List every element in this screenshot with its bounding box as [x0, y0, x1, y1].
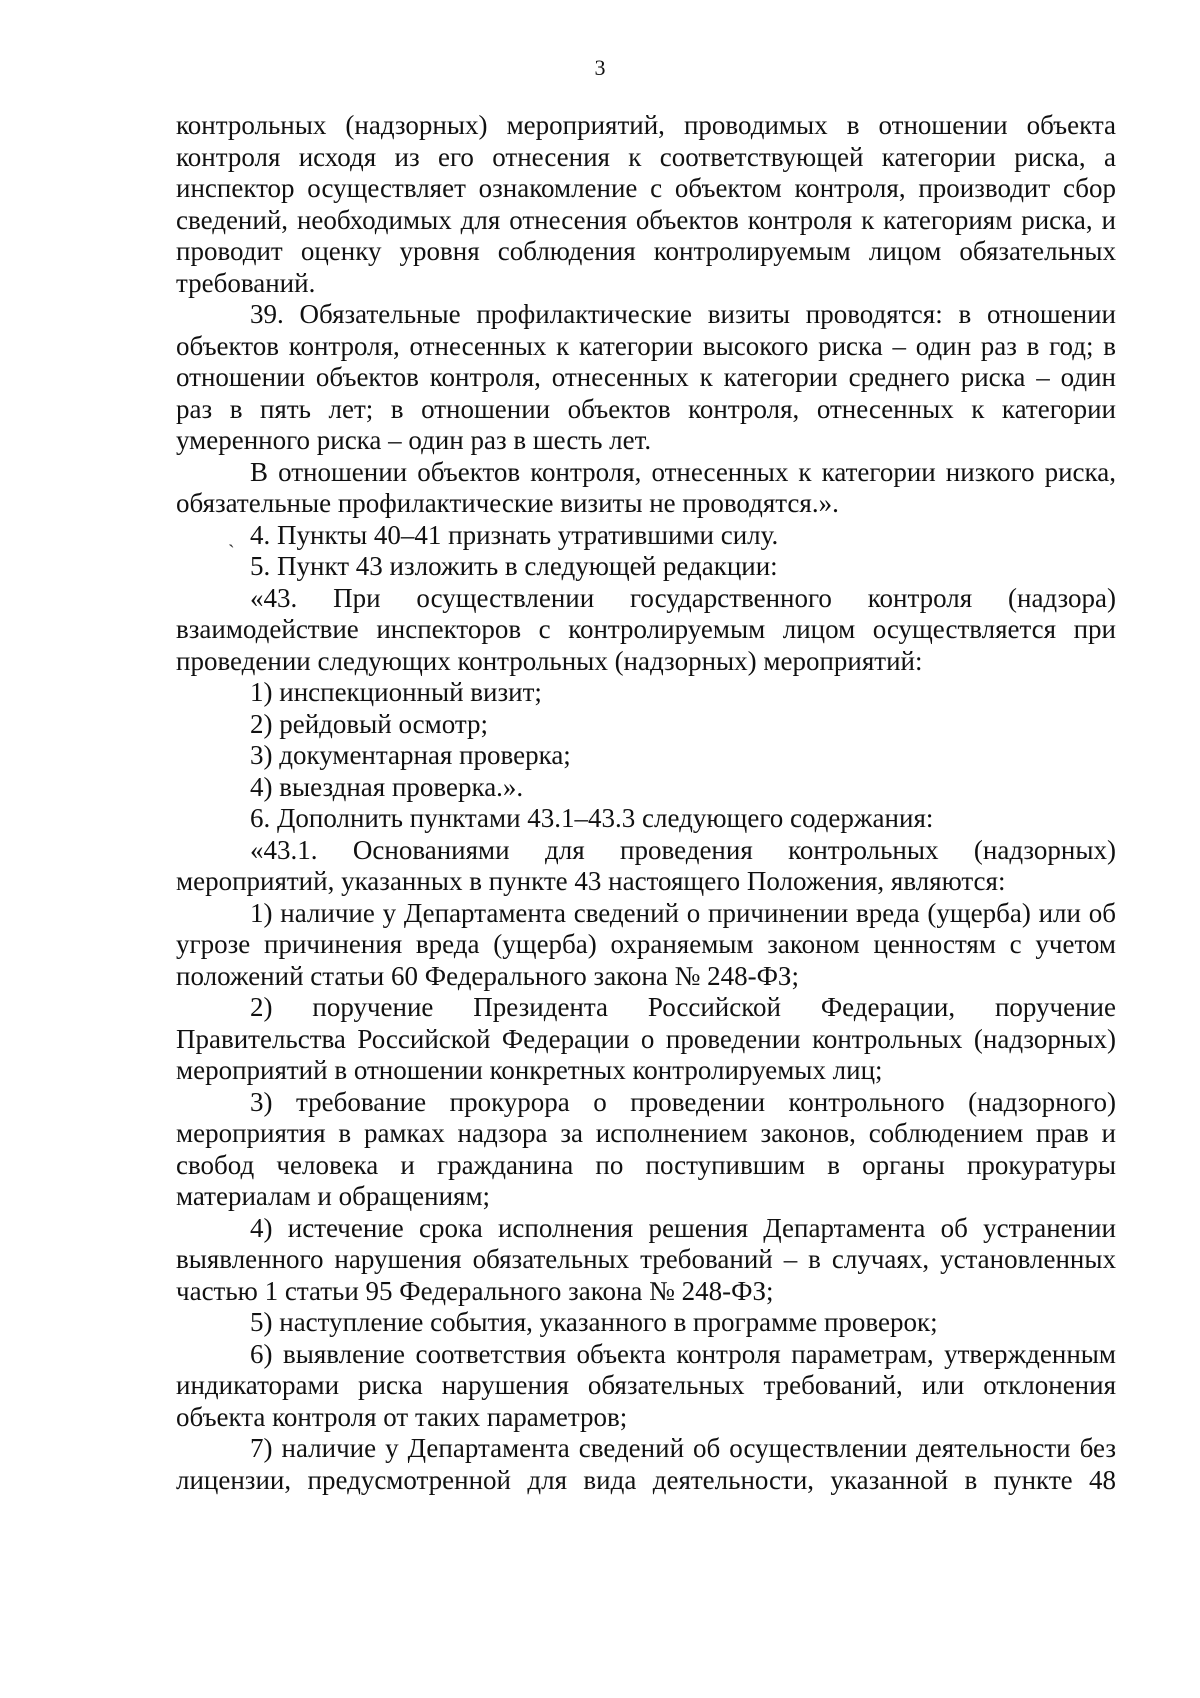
paragraph-item-43: «43. При осуществлении государственного контроля (надзора) взаимодействие инспекторов с контролируемым лицом осуществляется при проведении следующих контрольных (надзорных) мероприятий: — [176, 582, 1116, 676]
paragraph-amendment-4 — [176, 520, 1116, 552]
list-item-ground-4: 4) истечение срока исполнения решения Департамента об устранении выявленного нарушения обязательных требований – в случаях, установленных частью 1 статьи 95 Федерального закона № 248-ФЗ; — [176, 1212, 1116, 1306]
list-item-documentary-check: 3) документарная проверка; — [250, 740, 571, 770]
paragraph-low-risk: В отношении объектов контроля, отнесенных к категории низкого риска, обязательные профилактические визиты не проводятся.». — [176, 456, 1116, 518]
page-number: 3 — [594, 55, 606, 80]
list-item-ground-5: 5) наступление события, указанного в программе проверок; — [250, 1307, 938, 1337]
document-body — [176, 110, 1116, 1496]
paragraph-amendment-4-text: 4. Пункты 40–41 признать утратившими силу. — [250, 519, 779, 550]
list-item-inspection-visit: 1) инспекционный визит; — [250, 677, 542, 707]
list-item-ground-1: 1) наличие у Департамента сведений о причинении вреда (ущерба) или об угрозе причинения вреда (ущерба) охраняемым законом ценностям с учетом положений статьи 60 Федерального закона № 248-ФЗ; — [176, 897, 1116, 991]
paragraph-item-43-1: «43.1. Основаниями для проведения контрольных (надзорных) мероприятий, указанных в пункте 43 настоящего Положения, являются: — [176, 834, 1116, 896]
paragraph-item-39: 39. Обязательные профилактические визиты проводятся: в отношении объектов контроля, отнесенных к категории высокого риска – один раз в год; в отношении объектов контроля, отнесенных к категории среднего риска – один раз в пять лет; в отношении объектов контроля, отнесенных к категории умеренного риска – один раз в шесть лет. — [176, 299, 1116, 455]
paragraph-continuation: контрольных (надзорных) мероприятий, проводимых в отношении объекта контроля исходя из его отнесения к соответствующей категории риска, а инспектор осуществляет ознакомление с объектом контроля, производит сбор сведений, необходимых для отнесения объектов контроля к категориям риска, и проводит оценку уровня соблюдения контролируемым лицом обязательных требований. — [176, 110, 1116, 298]
paragraph-amendment-5: 5. Пункт 43 изложить в следующей редакции: — [250, 551, 778, 581]
pen-mark-icon: ˏ — [228, 525, 235, 548]
list-item-ground-3: 3) требование прокурора о проведении контрольного (надзорного) мероприятия в рамках надзора за исполнением законов, соблюдением прав и свобод человека и гражданина по поступившим в органы прокуратуры материалам и обращениям; — [176, 1086, 1116, 1211]
list-item-ground-6: 6) выявление соответствия объекта контроля параметрам, утвержденным индикаторами риска нарушения обязательных требований, или отклонения объекта контроля от таких параметров; — [176, 1338, 1116, 1432]
list-item-raid-inspection: 2) рейдовый осмотр; — [250, 708, 489, 739]
list-item-ground-7: 7) наличие у Департамента сведений об осуществлении деятельности без лицензии, предусмотренной для вида деятельности, указанной в пункте 48 — [176, 1433, 1116, 1495]
list-item-ground-2: 2) поручение Президента Российской Федерации, поручение Правительства Российской Федерации о проведении контрольных (надзорных) мероприятий в отношении конкретных контролируемых лиц; — [176, 992, 1116, 1085]
paragraph-amendment-6: 6. Дополнить пунктами 43.1–43.3 следующего содержания: — [250, 803, 934, 833]
list-item-field-check: 4) выездная проверка.». — [250, 771, 524, 802]
